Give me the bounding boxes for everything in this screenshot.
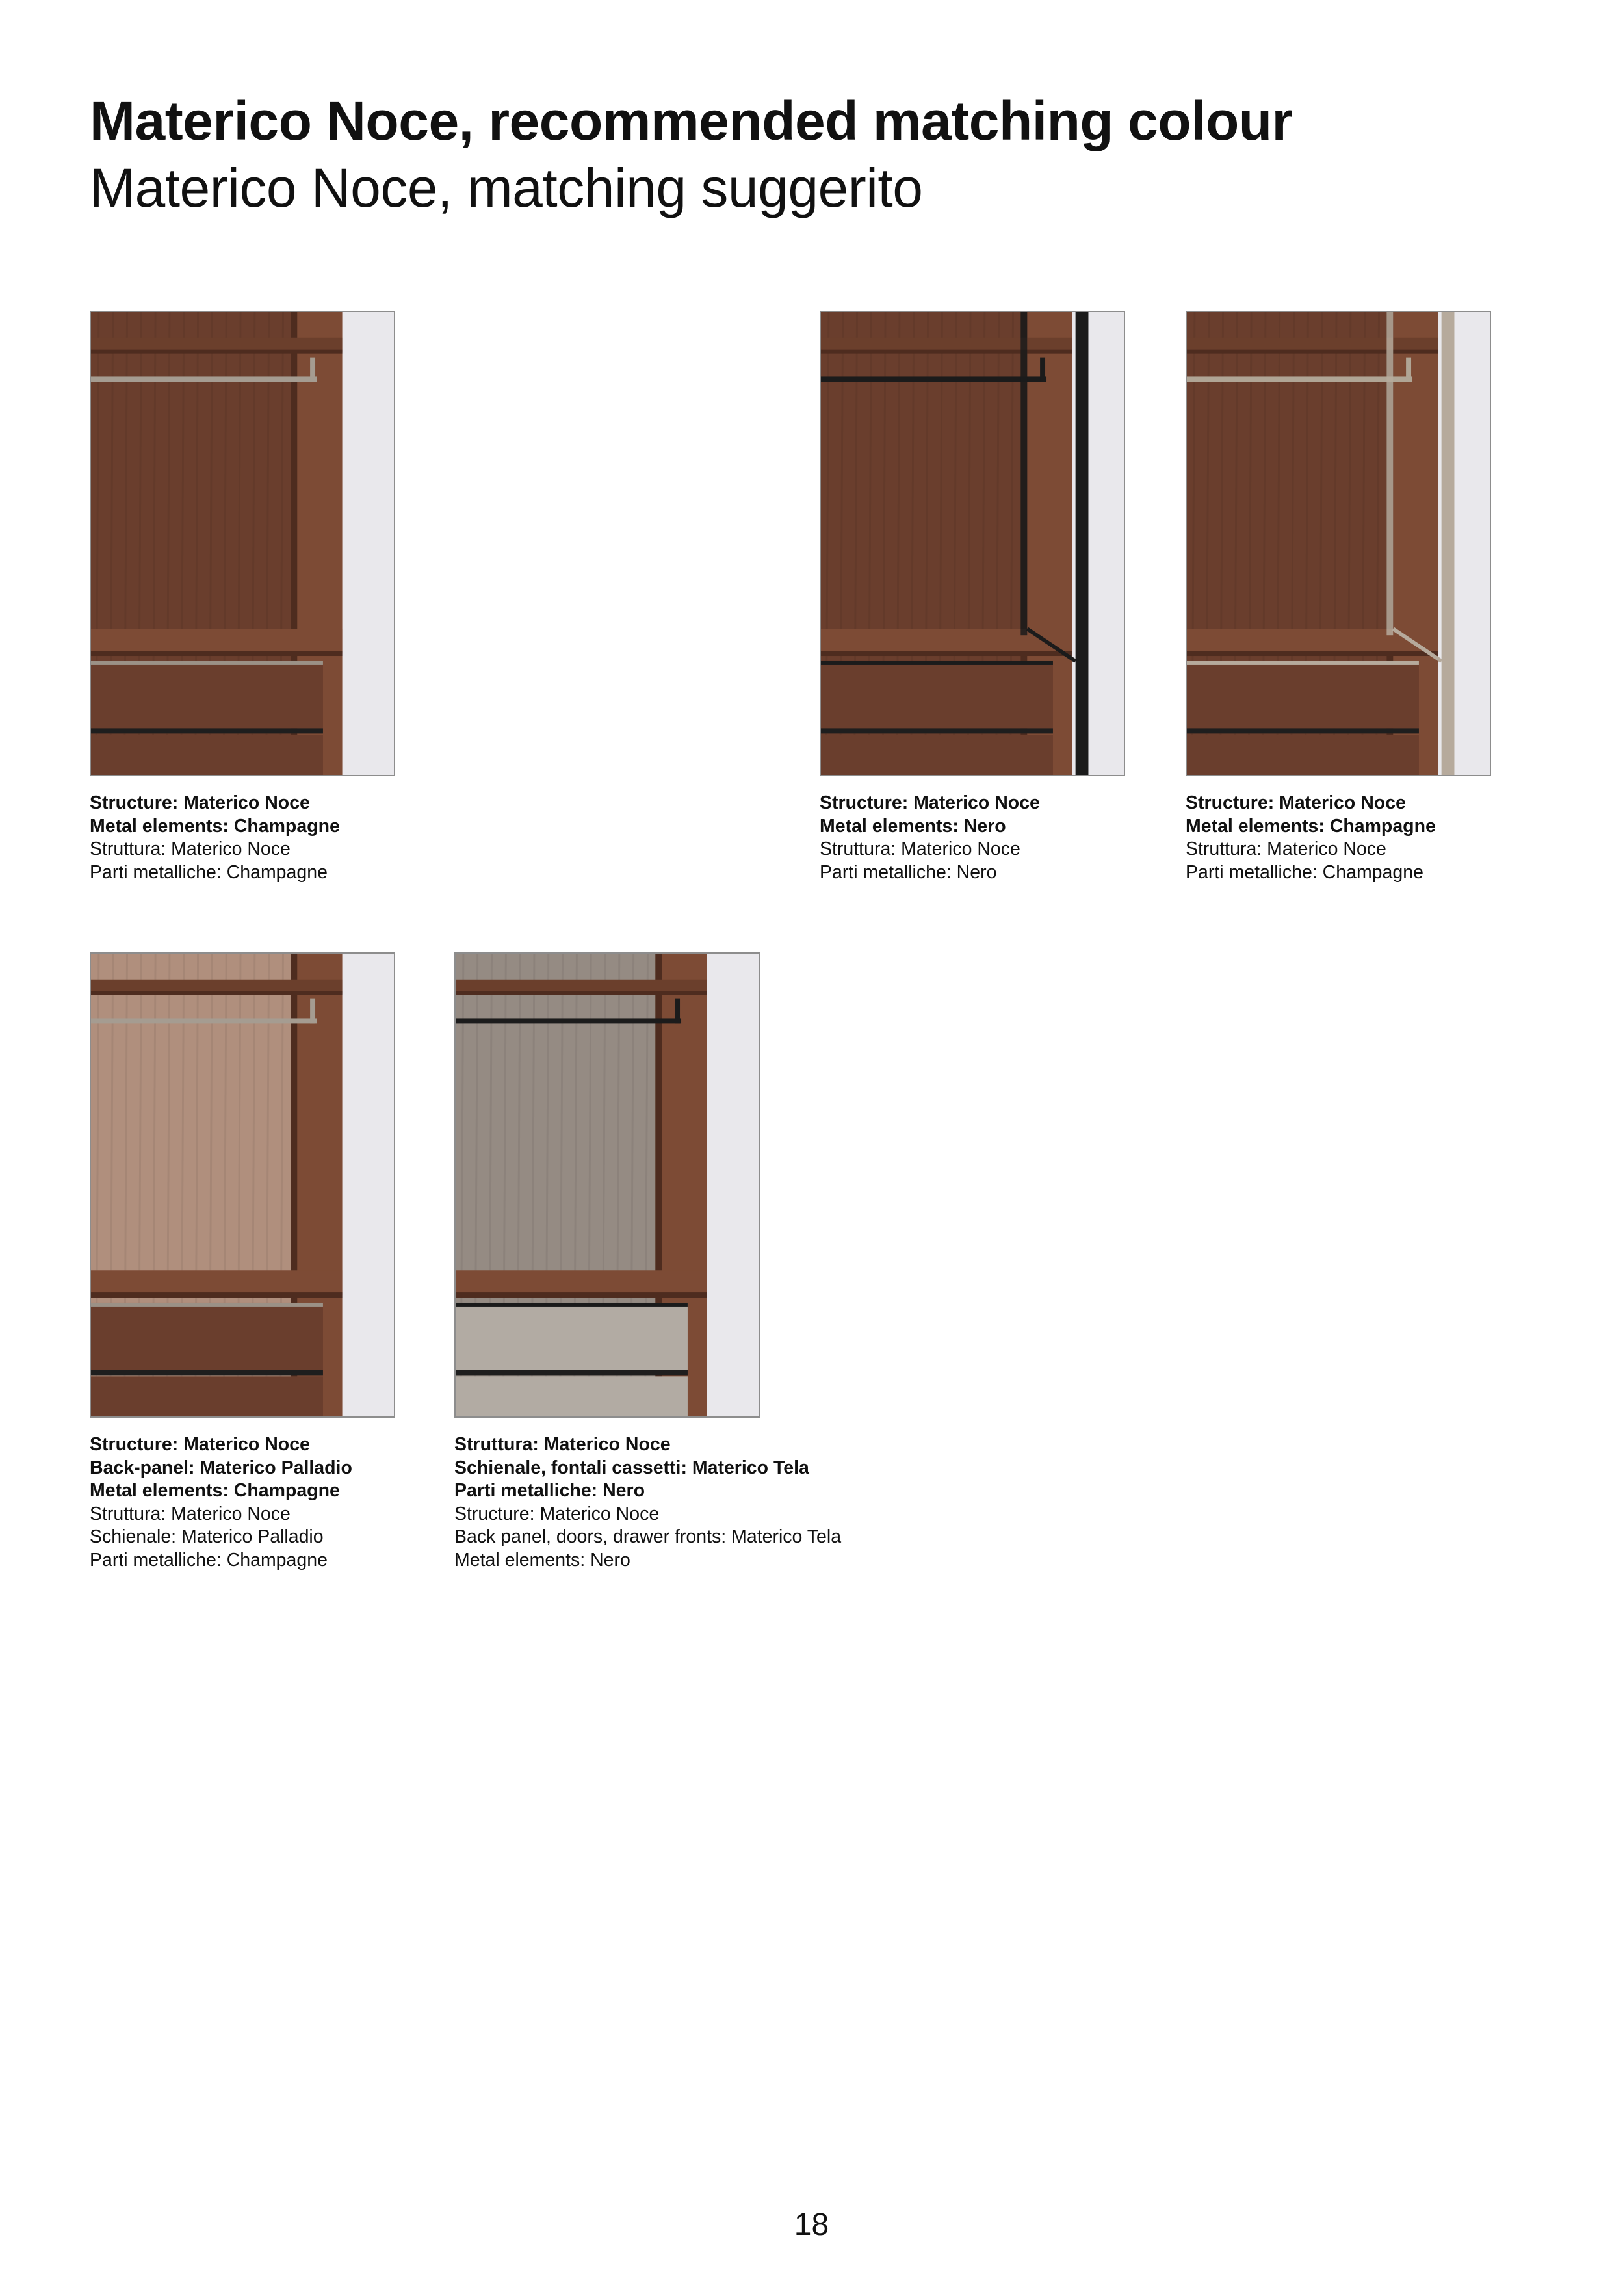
wardrobe-illustration	[456, 954, 759, 1416]
swatch-caption	[454, 1433, 841, 1572]
caption-line: Struttura: Materico Noce	[454, 1434, 671, 1455]
caption-line: Metal elements: Nero	[820, 815, 1006, 837]
wardrobe-illustration	[1187, 312, 1490, 775]
caption-line: Parti metalliche: Champagne	[90, 861, 328, 883]
caption-line: Parti metalliche: Champagne	[1186, 861, 1423, 883]
wardrobe-swatch-image	[454, 952, 760, 1418]
swatch-caption	[1186, 792, 1436, 884]
caption-line: Struttura: Materico Noce	[90, 1503, 291, 1524]
caption-line: Structure: Materico Noce	[454, 1503, 660, 1524]
swatch-caption	[90, 1433, 352, 1572]
caption-line: Back panel, doors, drawer fronts: Materico Tela	[454, 1526, 842, 1547]
page-number: 18	[794, 2208, 829, 2242]
caption-line: Structure: Materico Noce	[90, 1434, 310, 1455]
wardrobe-illustration	[91, 312, 394, 775]
caption-line: Parti metalliche: Nero	[454, 1480, 645, 1501]
page-subtitle: Materico Noce, matching suggerito	[90, 157, 923, 218]
swatch-caption	[820, 792, 1040, 884]
caption-line: Structure: Materico Noce	[820, 792, 1040, 813]
caption-line: Struttura: Materico Noce	[1186, 839, 1386, 859]
caption-line: Struttura: Materico Noce	[90, 839, 291, 859]
wardrobe-illustration	[821, 312, 1124, 775]
swatch-caption	[90, 792, 340, 884]
wardrobe-swatch-image	[820, 311, 1125, 776]
caption-line: Struttura: Materico Noce	[820, 839, 1020, 859]
caption-line: Metal elements: Champagne	[90, 815, 340, 837]
caption-line: Back-panel: Materico Palladio	[90, 1457, 352, 1478]
caption-line: Parti metalliche: Champagne	[90, 1549, 328, 1571]
wardrobe-swatch-image	[90, 311, 395, 776]
caption-line: Structure: Materico Noce	[90, 792, 310, 813]
caption-line: Metal elements: Nero	[454, 1549, 630, 1571]
caption-line: Schienale: Materico Palladio	[90, 1526, 324, 1547]
caption-line: Parti metalliche: Nero	[820, 861, 997, 883]
wardrobe-swatch-image	[90, 952, 395, 1418]
page-title: Materico Noce, recommended matching colour	[90, 90, 1293, 151]
caption-line: Schienale, fontali cassetti: Materico Tela	[454, 1457, 809, 1478]
wardrobe-swatch-image	[1186, 311, 1491, 776]
caption-line: Metal elements: Champagne	[90, 1480, 340, 1501]
caption-line: Structure: Materico Noce	[1186, 792, 1406, 813]
wardrobe-illustration	[91, 954, 394, 1416]
caption-line: Metal elements: Champagne	[1186, 815, 1436, 837]
